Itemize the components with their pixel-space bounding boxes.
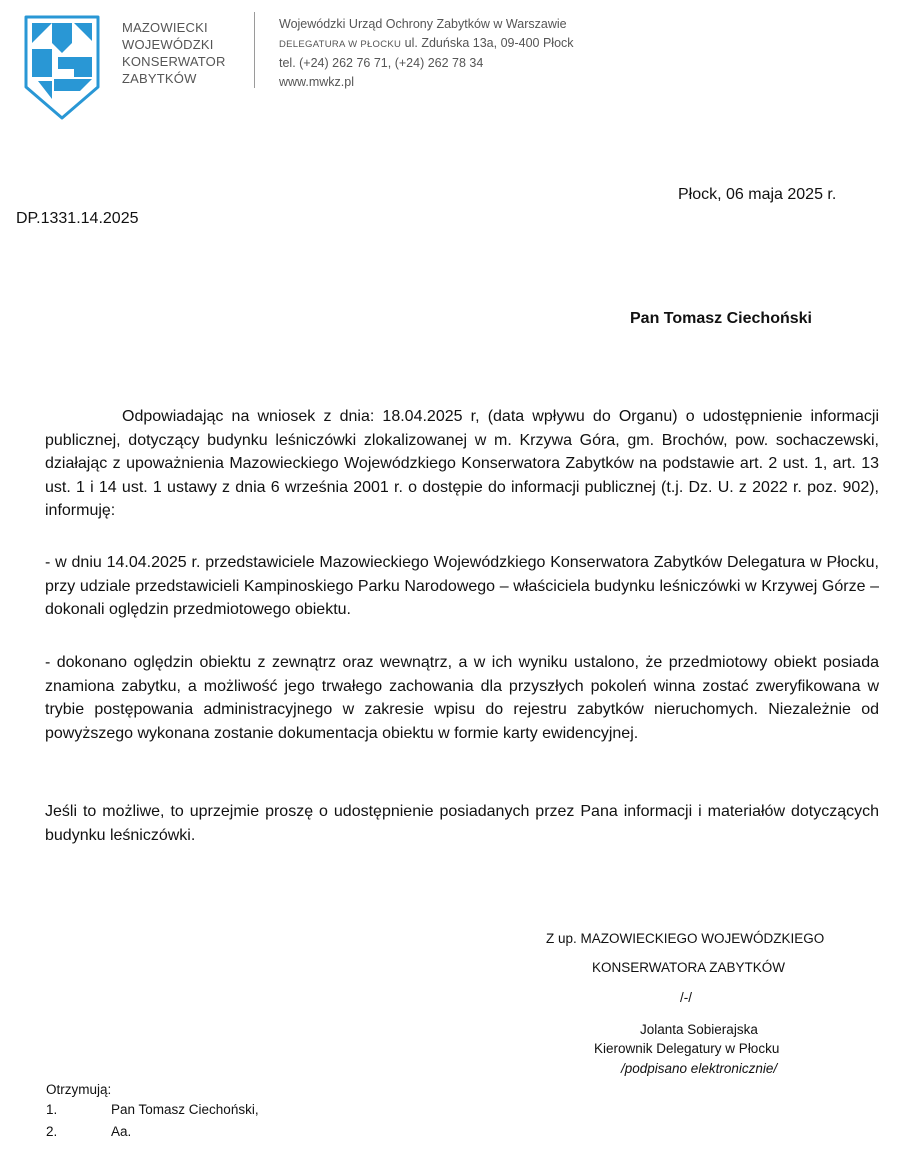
signatory-position: Kierownik Delegatury w Płocku [594, 1041, 780, 1056]
header-divider [254, 12, 255, 88]
body-paragraph: Odpowiadając na wniosek z dnia: 18.04.2025 r, (data wpływu do Organu) o udostępnienie informacji publicznej, dotyczący budynku leśniczówki zlokalizowanej w m. Krzywa Góra, gm. Brochów, pow. sochaczewski, działając z upoważnienia Mazowieckiego Wojewódzkiego Konserwatora Zabytków na podstawie art. 2 ust. 1, art. 13 ust. 1 i 14 ust. 1 ustawy z dnia 6 września 2001 r. o dostępie do informacji publicznej (t.j. Dz. U. z 2022 r. poz. 902), informuję: [45, 408, 879, 519]
body-paragraph: Jeśli to możliwe, to uprzejmie proszę o udostępnienie posiadanych przez Pana informacji i materiałów dotyczących budynku leśniczówki. [45, 803, 879, 844]
recipient-name: Pan Tomasz Ciechoński [630, 310, 812, 327]
office-address-line [279, 34, 574, 55]
signature-authority-line: Z up. MAZOWIECKIEGO WOJEWÓDZKIEGO [546, 931, 825, 946]
office-website[interactable]: www.mwkz.pl [279, 74, 355, 89]
recipient-item: Aa. [111, 1124, 132, 1139]
signature-authority-line: KONSERWATORA ZABYTKÓW [592, 960, 786, 975]
office-phone: tel. (+24) 262 76 71, (+24) 262 78 34 [279, 56, 484, 70]
org-name-line: WOJEWÓDZKI [122, 37, 214, 52]
org-name-line: ZABYTKÓW [122, 71, 197, 86]
delegation-label: DELEGATURA W PŁOCKU [279, 38, 402, 50]
recipient-number: 1. [46, 1102, 58, 1117]
body-paragraph: - dokonano oględzin obiektu z zewnątrz oraz wewnątrz, a w ich wyniku ustalono, że przedmiotowy obiekt posiada znamiona zabytku, a możliwość jego trwałego zachowania dla przyszłych pokoleń winna zostać zweryfikowana w trybie postępowania administracyjnego w zakresie wpisu do rejestru zabytków nieruchomych. Niezależnie od powyższego wykonana zostanie dokumentacja obiektu w formie karty ewidencyjnej. [45, 654, 879, 742]
reference-number: DP.1331.14.2025 [16, 210, 139, 227]
logo-shape-left-block [32, 49, 52, 77]
signatory-name: Jolanta Sobierajska [640, 1022, 758, 1037]
org-name-line: KONSERWATOR [122, 54, 226, 69]
electronic-signature-note: /podpisano elektronicznie/ [621, 1061, 778, 1076]
org-name [122, 19, 252, 87]
recipient-item: Pan Tomasz Ciechoński, [111, 1102, 259, 1117]
office-address: ul. Zduńska 13a, 09-400 Płock [404, 35, 574, 50]
office-name: Wojewódzki Urząd Ochrony Zabytków w Warszawie [279, 17, 567, 31]
mwkz-logo-icon [24, 15, 100, 121]
body-paragraph: - w dniu 14.04.2025 r. przedstawiciele Mazowieckiego Wojewódzkiego Konserwatora Zabytków Delegatura w Płocku, przy udziale przedstawicieli Kampinoskiego Parku Narodowego – właściciela budynku leśniczówki w Krzywej Górze – dokonali oględzin przedmiotowego obiektu. [45, 554, 879, 618]
recipients-heading: Otrzymują: [46, 1082, 112, 1097]
signature-mark: /-/ [680, 990, 692, 1005]
org-name-line: MAZOWIECKI [122, 20, 208, 35]
letter-date: Płock, 06 maja 2025 r. [678, 186, 837, 203]
office-info [279, 15, 574, 91]
recipient-number: 2. [46, 1124, 58, 1139]
